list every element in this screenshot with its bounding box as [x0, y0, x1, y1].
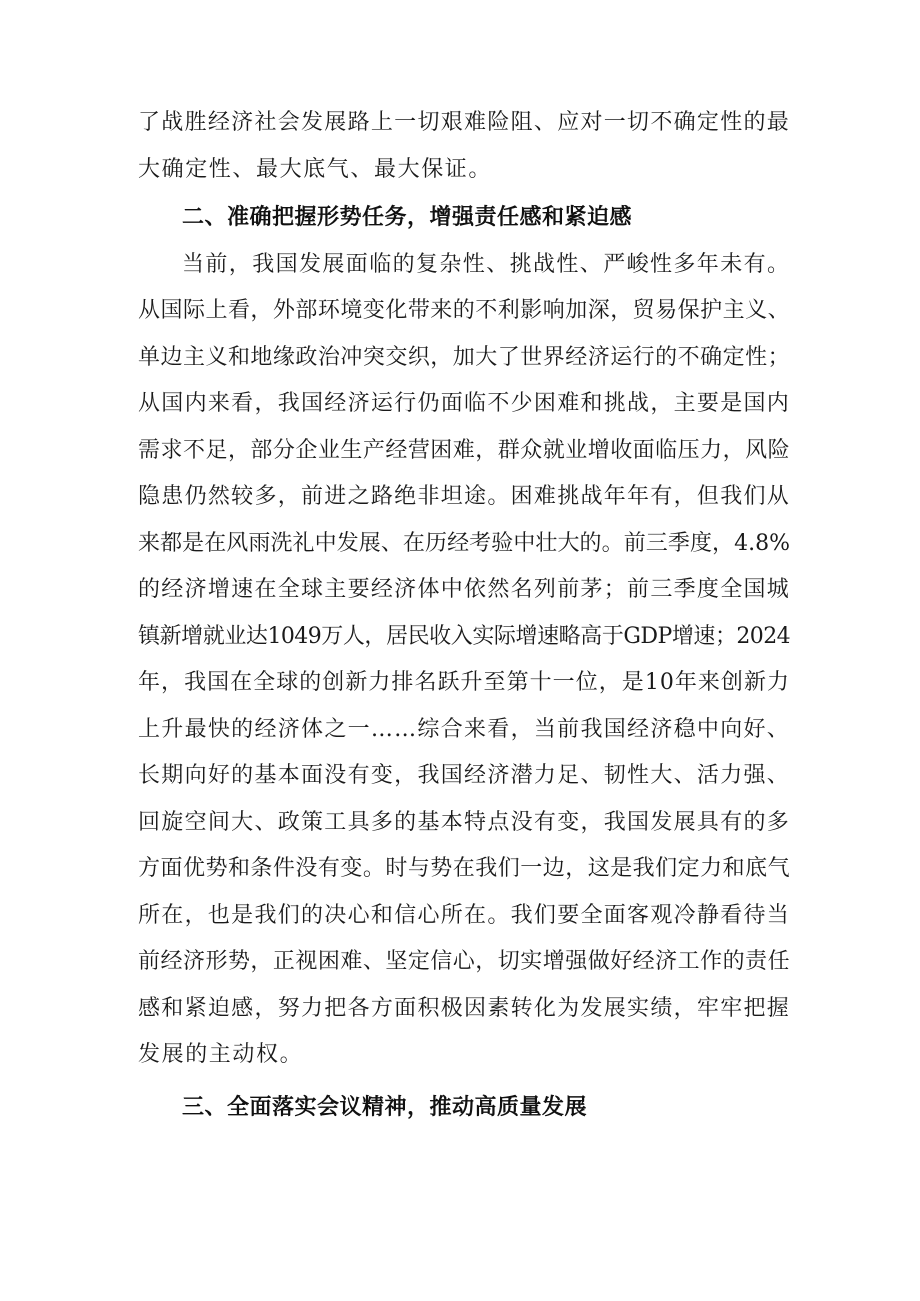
- section-heading-3: 三、全面落实会议精神，推动高质量发展: [182, 1094, 588, 1120]
- section-2-paragraph: [138, 242, 790, 1079]
- opening-paragraph: [138, 100, 790, 193]
- paragraph-line: 大确定性、最大底气、最大保证。: [138, 156, 493, 182]
- paragraph-line: 镇新增就业达1049万人，居民收入实际增速略高于GDP增速；2024: [138, 623, 790, 649]
- paragraph-line: 从国际上看，外部环境变化带来的不利影响加深，贸易保护主义、: [138, 298, 790, 323]
- paragraph-line: 前经济形势，正视困难、坚定信心，切实增强做好经济工作的责任: [138, 949, 790, 974]
- section-heading-2: 二、准确把握形势任务，增强责任感和紧迫感: [182, 205, 633, 230]
- paragraph-line: 方面优势和条件没有变。时与势在我们一边，这是我们定力和底气: [138, 856, 790, 881]
- paragraph-line: 需求不足，部分企业生产经营困难，群众就业增收面临压力，风险: [138, 437, 790, 463]
- paragraph-line: 回旋空间大、政策工具多的基本特点没有变，我国发展具有的多: [138, 809, 790, 835]
- paragraph-line: 隐患仍然较多，前进之路绝非坦途。困难挑战年年有，但我们从: [138, 484, 790, 509]
- paragraph-line: 来都是在风雨洗礼中发展、在历经考验中壮大的。前三季度，4.8%: [138, 530, 790, 556]
- paragraph-line: 从国内来看，我国经济运行仍面临不少困难和挑战，主要是国内: [138, 391, 790, 416]
- paragraph-line: 了战胜经济社会发展路上一切艰难险阻、应对一切不确定性的最: [138, 110, 790, 135]
- paragraph-line: 当前，我国发展面临的复杂性、挑战性、严峻性多年未有。: [182, 251, 791, 277]
- paragraph-line: 年，我国在全球的创新力排名跃升至第十一位，是10年来创新力: [138, 670, 790, 695]
- paragraph-line: 感和紧迫感，努力把各方面积极因素转化为发展实绩，牢牢把握: [138, 995, 790, 1021]
- paragraph-line: 的经济增速在全球主要经济体中依然名列前茅；前三季度全国城: [138, 577, 790, 602]
- paragraph-line: 所在，也是我们的决心和信心所在。我们要全面客观冷静看待当: [138, 902, 790, 928]
- paragraph-line: 发展的主动权。: [138, 1042, 304, 1067]
- paragraph-line: 长期向好的基本面没有变，我国经济潜力足、韧性大、活力强、: [138, 763, 790, 788]
- paragraph-line: 单边主义和地缘政治冲突交织，加大了世界经济运行的不确定性；: [138, 344, 790, 370]
- paragraph-line: 上升最快的经济体之一……综合来看，当前我国经济稳中向好、: [138, 716, 790, 742]
